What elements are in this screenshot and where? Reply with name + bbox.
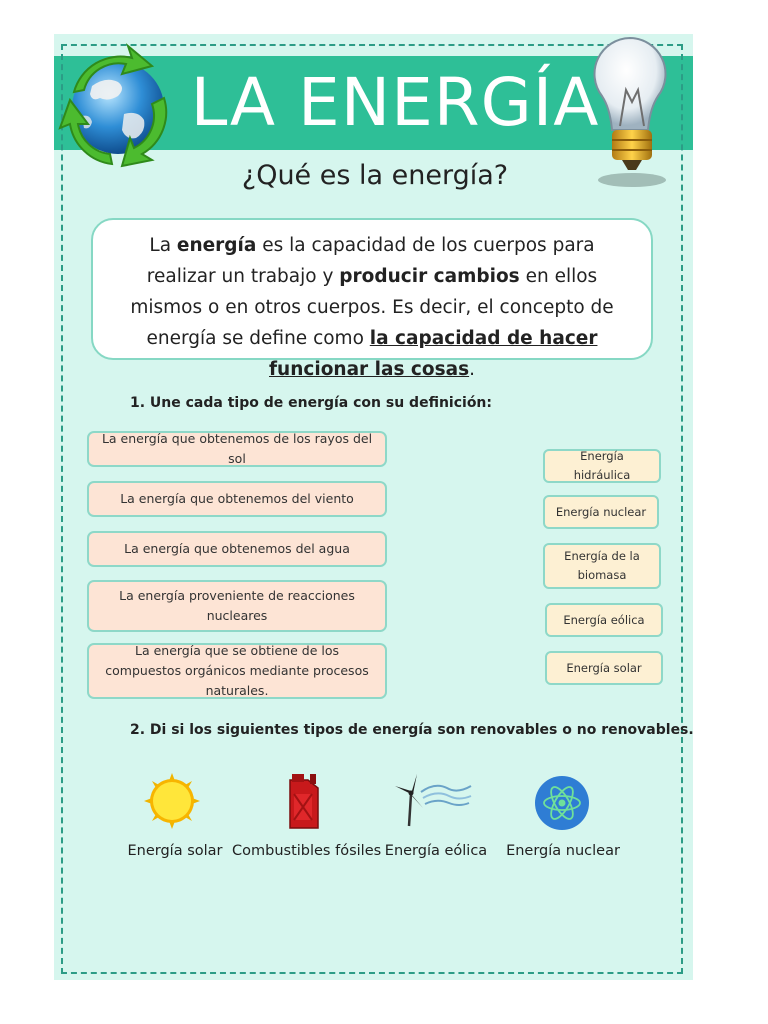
renewable-item-label: Energía eólica [384, 843, 488, 859]
energy-type-card[interactable]: Energía solar [545, 651, 663, 685]
definition-card[interactable]: La energía que obtenemos de los rayos del sol [87, 431, 387, 467]
definition-card[interactable]: La energía proveniente de reacciones nucleares [87, 580, 387, 632]
atom-icon [534, 775, 590, 831]
wind-turbine-icon [393, 772, 475, 828]
definition-keyword: producir cambios [339, 266, 520, 287]
energy-type-card[interactable]: Energía nuclear [543, 495, 659, 529]
definition-text: . [469, 359, 475, 380]
definition-card[interactable]: La energía que obtenemos del viento [87, 481, 387, 517]
definition-card[interactable]: La energía que se obtiene de los compuestos orgánicos mediante procesos naturales. [87, 643, 387, 699]
definition-text: es la capacidad de los cuerpos para realizar un trabajo y [146, 235, 595, 287]
definition-card[interactable]: La energía que obtenemos del agua [87, 531, 387, 567]
renewable-item-label: Energía solar [127, 843, 223, 859]
definition-text: La [149, 235, 177, 256]
energy-type-card[interactable]: Energía de la biomasa [543, 543, 661, 589]
definition-highlight: la capacidad de hacer funcionar las cosas [269, 328, 598, 380]
definition-text: en ellos mismos o en otros cuerpos. Es decir, el concepto de energía se define como [130, 266, 614, 349]
sun-icon [143, 772, 201, 830]
energy-type-card[interactable]: Energía hidráulica [543, 449, 661, 483]
exercise-2-instruction: 2. Di si los siguientes tipos de energía son renovables o no renovables. [130, 722, 694, 738]
recycle-globe-icon [52, 36, 184, 176]
page-title: LA ENERGÍA [190, 64, 600, 141]
definition-box [91, 218, 653, 380]
fuel-can-icon [284, 772, 326, 830]
energy-type-card[interactable]: Energía eólica [545, 603, 663, 637]
renewable-item-label: Combustibles fósiles [232, 843, 382, 859]
definition-keyword: energía [176, 235, 257, 256]
renewable-item-label: Energía nuclear [506, 843, 620, 859]
exercise-1-instruction: 1. Une cada tipo de energía con su definición: [130, 395, 492, 411]
page-subtitle: ¿Qué es la energía? [241, 160, 509, 191]
